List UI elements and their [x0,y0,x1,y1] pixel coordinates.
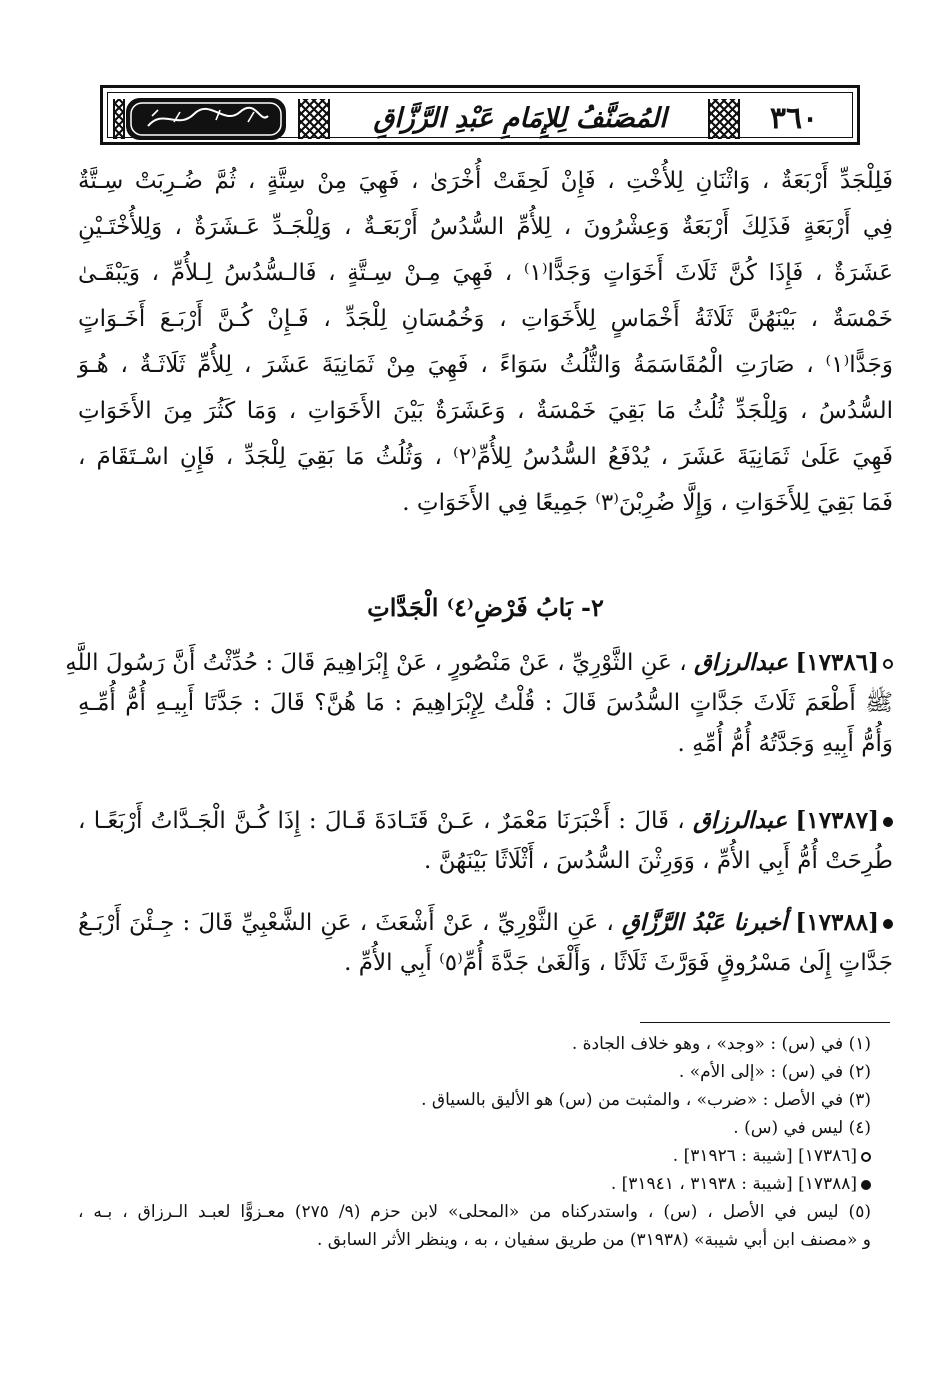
header-frame [107,92,853,138]
entry-text: ، عَنِ الثَّوْرِيِّ ، عَنْ أَشْعَثَ ، عَنِ الشَّعْبِيِّ قَالَ : جِـئْنَ أَرْبَـعُ [78,910,614,936]
text-line: خَمْسَةٌ ، بَيْنَهُنَّ ثَلَاثَةُ أَخْمَاسٍ لِلأَخَوَاتِ ، وَخُمُسَانِ لِلْجَدِّ ، فَـإِنْ كُـنَّ أَرْبَـعَ أَخَـوَاتٍ [78,306,893,332]
entry-number: [١٧٣٨٦] [795,649,879,676]
footnote-ref: [١٧٣٨٦] [شيبة : ٣١٩٢٦] . [78,1142,893,1170]
footnote-ref: [١٧٣٨٨] [شيبة : ٣١٩٣٨ ، ٣١٩٤١] . [78,1170,893,1198]
entry-number: [١٧٣٨٧] [795,807,880,834]
entry-text: ، قَالَ : أَخْبَرَنَا مَعْمَرٌ ، عَـنْ قَتَـادَةَ قَـالَ : إِذَا كُـنَّ الْجَـدَّاتُ أَرْبَعًـا ، [78,808,685,834]
hadith-entry [78,800,893,882]
publisher-logo [126,98,286,140]
hadith-entry [78,902,893,984]
ornament-border-icon [113,99,125,139]
entry-author: عبدالرزاق [693,807,788,834]
text-line: وَأُمُّ أَبِيهِ وَجَدَّتُهُ أُمُّ أُمِّهِ . [677,731,893,757]
entry-text: ، عَنِ الثَّوْرِيِّ ، عَنْ مَنْصُورٍ ، عَنْ إِبْرَاهِيمَ قَالَ : حُدِّثْتُ أَنَّ رَسُولَ اللَّهِ [65,650,687,676]
footnote: (٥) ليس في الأصل ، (س) ، واستدركناه من «المحلى» لابن حزم (٩/ ٢٧٥) معـزوًّا لعبـد الـرزاق ، بـه ، [78,1202,871,1222]
filled-circle-icon [861,1180,871,1190]
calligraphy-seal-icon [128,100,284,138]
ornament-border-icon [708,99,740,139]
footnotes [78,1030,893,1254]
entry-author: أخبرنا عَبْدُ الرَّزَّاقِ [621,909,788,936]
main-paragraph [78,158,893,526]
entry-author: عبدالرزاق [693,649,789,676]
footnote: (١) في (س) : «وجد» ، وهو خلاف الجادة . [571,1034,871,1054]
text-line: ﷺ أَطْعَمَ ثَلَاثَ جَدَّاتٍ السُّدُسَ قَالَ : قُلْتُ لِإِبْرَاهِيمَ : مَا هُنَّ؟ قَالَ : جَدَّتَا أَبِيـهِ أُمُّ أُمِّـهِ [78,690,893,716]
text-line: فَهِيَ عَلَىٰ ثَمَانِيَةَ عَشَرَ ، يُدْفَعُ السُّدُسُ لِلأُمِّ⁽٢⁾ ، وَثُلُثُ مَا بَقِيَ لِلْجَدِّ ، فَإِنِ اسْـتَقَامَ ، [78,444,893,470]
filled-circle-icon [883,919,893,929]
footnote: و «مصنف ابن أبي شيبة» (٣١٩٣٨) من طريق سفيان ، به ، وينظر الأثر السابق . [316,1230,871,1250]
text-line: فَلِلْجَدِّ أَرْبَعَةٌ ، وَاثْنَانِ لِلأُخْتِ ، فَإِنْ لَحِقَتْ أُخْرَىٰ ، فَهِيَ مِنْ سِتَّةٍ ، ثُمَّ ضُـرِبَتْ سِـتَّةٌ [78,168,893,194]
footnote-separator [640,1022,890,1023]
footnote: (٢) في (س) : «إلى الأم» . [678,1062,871,1082]
filled-circle-icon [883,817,893,827]
entry-number: [١٧٣٨٨] [795,909,879,936]
page-number: ٣٦٠ [769,101,819,136]
section-heading: ٢- بَابُ فَرْضِ⁽٤⁾ الْجَدَّاتِ [367,593,604,622]
text-line: طُرِحَتْ أُمُّ أَبِي الأُمِّ ، وَوَرِثْنَ السُّدُسَ ، أَثْلَاثًا بَيْنَهُنَّ . [423,848,893,874]
text-line: عَشَرَةٌ ، فَإِذَا كُنَّ ثَلَاثَ أَخَوَاتٍ وَجَدًّا⁽١⁾ ، فَهِيَ مِـنْ سِـتَّةٍ ، فَالـسُّدُسُ لِـلأُمِّ ، وَيَبْقَـىٰ [78,260,893,286]
hadith-entry [65,642,893,765]
footnote: (٣) في الأصل : «ضرب» ، والمثبت من (س) هو الأليق بالسياق . [421,1090,871,1110]
ornament-border-icon [298,99,330,139]
page-header [100,85,860,145]
text-line: فَمَا بَقِيَ لِلأَخَوَاتِ ، وَإِلَّا ضُرِبْنَ⁽٣⁾ جَمِيعًا فِي الأَخَوَاتِ . [402,490,893,516]
open-circle-icon [861,1152,871,1162]
book-title: المُصَنَّفُ لِلإِمَامِ عَبْدِ الرَّزَّاقِ [373,103,667,134]
text-line: جَدَّاتٍ إِلَىٰ مَسْرُوقٍ فَوَرَّثَ ثَلَاثًا ، وَأَلْغَىٰ جَدَّةَ أُمِّ⁽٥⁾ أَبِي الأُمِّ . [344,950,893,976]
open-circle-icon [883,659,893,669]
text-line: السُّدُسُ ، وَلِلْجَدِّ ثُلُثُ مَا بَقِيَ خَمْسَةٌ ، وَعَشَرَةٌ بَيْنَ الأَخَوَاتِ ، وَمَا كَثُرَ مِنَ الأَخَوَاتِ [78,398,893,424]
text-line: وَجَدًّا⁽١⁾ ، صَارَتِ الْمُقَاسَمَةُ وَالثُّلُثُ سَوَاءً ، فَهِيَ مِنْ ثَمَانِيَةَ عَشَرَ ، لِلأُمِّ ثَلَاثَـةٌ ، هُـوَ [78,352,893,378]
footnote: (٤) ليس في (س) . [733,1118,871,1138]
text-line: فِي أَرْبَعَةٍ فَذَلِكَ أَرْبَعَةٌ وَعِشْرُونَ ، لِلأُمِّ السُّدُسُ أَرْبَعَـةٌ ، وَلِلْجَـدِّ عَـشَرَةٌ ، وَلِلأُخْتَـيْنِ [78,214,893,240]
